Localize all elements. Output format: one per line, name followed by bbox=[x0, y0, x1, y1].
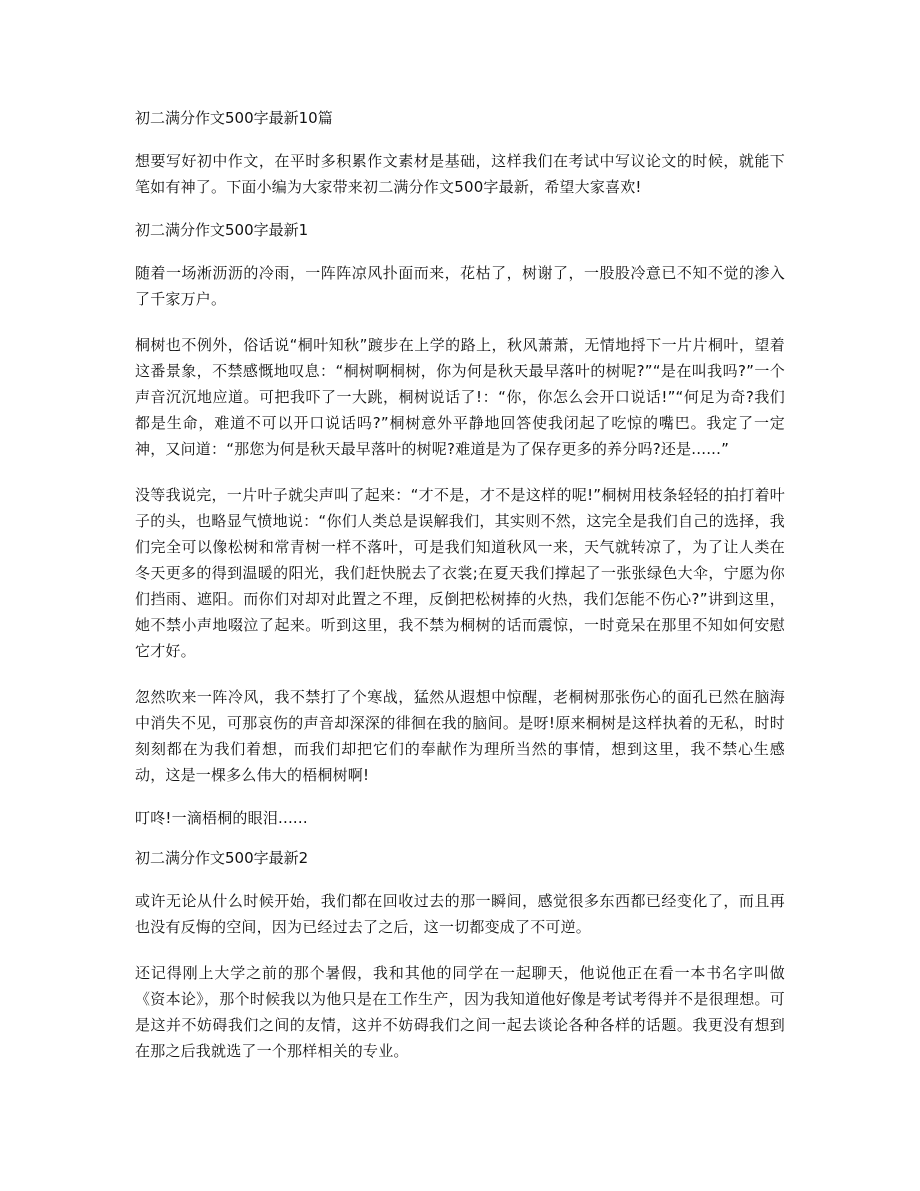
document-title: 初二满分作文500字最新10篇 bbox=[135, 109, 333, 127]
section-1-paragraph-1: 随着一场淅沥沥的冷雨，一阵阵凉风扑面而来，花枯了，树谢了，一股股冷意已不知不觉的渗入了千家万户。 bbox=[135, 264, 785, 308]
intro-paragraph: 想要写好初中作文，在平时多积累作文素材是基础，这样我们在考试中写议论文的时候，就能下笔如有神了。下面小编为大家带来初二满分作文500字最新，希望大家喜欢! bbox=[135, 152, 785, 196]
section-1-paragraph-5: 叮咚!一滴梧桐的眼泪...... bbox=[135, 809, 308, 827]
section-2-paragraph-2: 还记得刚上大学之前的那个暑假，我和其他的同学在一起聊天，他说他正在看一本书名字叫做《资本论》，那个时候我以为他只是在工作生产，因为我知道他好像是考试考得并不是很理想。可是这并不妨碍我们之间的友情，这并不妨碍我们之间一起去谈论各种各样的话题。我更没有想到在那之后我就选了一个那样相关的专业。 bbox=[135, 964, 785, 1060]
section-2-paragraph-1: 或许无论从什么时候开始，我们都在回收过去的那一瞬间，感觉很多东西都已经变化了，而且再也没有反悔的空间，因为已经过去了之后，这一切都变成了不可逆。 bbox=[135, 892, 785, 936]
section-2-title: 初二满分作文500字最新2 bbox=[135, 849, 309, 867]
section-1-paragraph-3: 没等我说完，一片叶子就尖声叫了起来：“才不是，才不是这样的呢!”桐树用枝条轻轻的拍打着叶子的头，也略显气愤地说：“你们人类总是误解我们，其实则不然，这完全是我们自己的选择，我们完全可以像松树和常青树一样不落叶，可是我们知道秋风一来，天气就转凉了，为了让人类在冬天更多的得到温暖的阳光，我们赶快脱去了衣裳;在夏天我们撑起了一张张绿色大伞，宁愿为你们挡雨、遮阳。而你们对却对此置之不理，反倒把松树捧的火热，我们怎能不伤心?”讲到这里，她不禁小声地啜泣了起来。听到这里，我不禁为桐树的话而震惊，一时竟呆在那里不知如何安慰它才好。 bbox=[135, 486, 785, 660]
section-1-paragraph-2: 桐树也不例外，俗话说“桐叶知秋”踱步在上学的路上，秋风萧萧，无情地捋下一片片桐叶，望着这番景象，不禁感慨地叹息：“桐树啊桐树，你为何是秋天最早落叶的树呢?”“是在叫我吗?”一个声音沉沉地应道。可把我吓了一大跳，桐树说话了!：“你，你怎么会开口说话!”“何足为奇?我们都是生命，难道不可以开口说话吗?”桐树意外平静地回答使我闭起了吃惊的嘴巴。我定了一定神，又问道：“那您为何是秋天最早落叶的树呢?难道是为了保存更多的养分吗?还是......” bbox=[135, 336, 785, 458]
document-page bbox=[135, 108, 785, 1084]
section-1-paragraph-4: 忽然吹来一阵冷风，我不禁打了个寒战，猛然从遐想中惊醒，老桐树那张伤心的面孔已然在脑海中消失不见，可那哀伤的声音却深深的徘徊在我的脑间。是呀!原来桐树是这样执着的无私，时时刻刻都在为我们着想，而我们却把它们的奉献作为理所当然的事情，想到这里，我不禁心生感动，这是一棵多么伟大的梧桐树啊! bbox=[135, 688, 785, 784]
section-1-title: 初二满分作文500字最新1 bbox=[135, 221, 309, 239]
